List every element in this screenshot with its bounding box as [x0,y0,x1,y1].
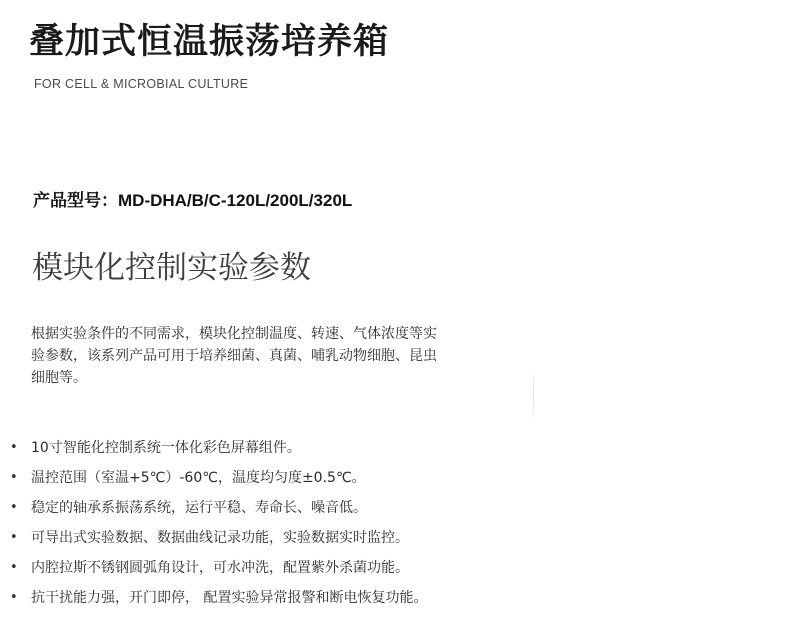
product-model [33,186,352,211]
product-model-label: 产品型号： [33,191,118,211]
divider [533,365,534,425]
bullet-icon: • [10,590,18,605]
feature-text: 稳定的轴承系振荡系统，运行平稳、寿命长、噪音低。 [31,500,367,516]
section-heading: 模块化控制实验参数 [32,250,311,286]
bullet-icon: • [10,500,18,515]
page-subtitle: FOR CELL & MICROBIAL CULTURE [34,77,249,91]
bullet-icon: • [10,470,18,485]
bullet-icon: • [10,440,18,455]
feature-text: 可导出式实验数据、数据曲线记录功能，实验数据实时监控。 [31,530,409,546]
product-model-value: MD-DHA/B/C-120L/200L/320L [118,191,353,210]
bullet-icon: • [10,560,18,575]
description-line: 验参数，该系列产品可用于培养细菌、真菌、哺乳动物细胞、昆虫 [31,348,437,364]
description-line: 细胞等。 [31,370,87,386]
feature-text: 内腔拉斯不锈钢圆弧角设计，可水冲洗，配置紫外杀菌功能。 [31,560,409,576]
feature-text: 10寸智能化控制系统一体化彩色屏幕组件。 [31,440,301,456]
feature-text: 抗干扰能力强，开门即停， 配置实验异常报警和断电恢复功能。 [31,590,428,606]
section-description [31,323,506,389]
bullet-icon: • [10,530,18,545]
page-title: 叠加式恒温振荡培养箱 [29,22,390,62]
description-line: 根据实验条件的不同需求，模块化控制温度、转速、气体浓度等实 [31,326,437,342]
feature-text: 温控范围（室温+5℃）-60℃，温度均匀度±0.5℃。 [31,470,366,486]
